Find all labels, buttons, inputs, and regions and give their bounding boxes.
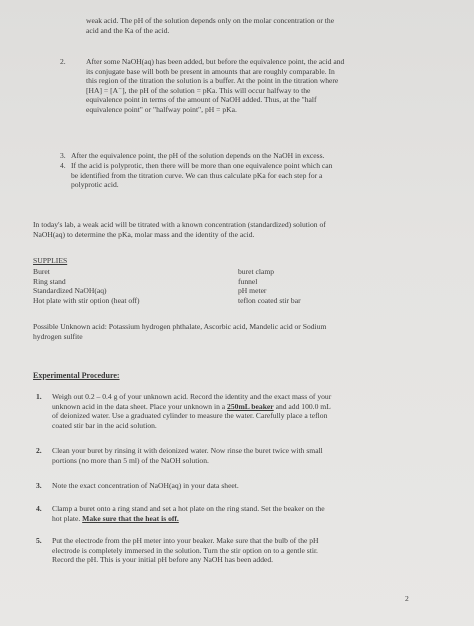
step-1-line-b-end: and add 100.0 mL <box>273 401 331 411</box>
supply-item: Hot plate with stir option (heat off) <box>33 295 140 305</box>
step-1-number: 1. <box>36 392 42 401</box>
step-5-number: 5. <box>36 536 42 545</box>
point-4-number: 4. <box>60 161 66 170</box>
intro-paragraph <box>86 16 334 35</box>
supply-item: Buret <box>33 267 50 276</box>
page-number: 2 <box>405 594 409 603</box>
point-3-text: After the equivalence point, the pH of the solution depends on the NaOH in excess. <box>71 151 325 160</box>
step-4-line <box>52 514 325 524</box>
point-4-line: If the acid is polyprotic, then there will be more than one equivalence point which can <box>71 161 333 170</box>
point-2-line: this region of the titration the solution is a buffer. At the point in the titration where <box>86 76 339 86</box>
step-5-line: Put the electrode from the pH meter into your beaker. Make sure that the bulb of the pH <box>52 536 319 545</box>
point-2-line: equivalence point in terms of the amount of NaOH added. Thus, at the "half <box>86 95 317 105</box>
point-2-line: equivalence point" or "halfway point", pH = pKa. <box>86 104 237 114</box>
supply-item: funnel <box>238 276 258 286</box>
unknowns-line-1: Possible Unknown acid: Potassium hydrogen phthalate, Ascorbic acid, Mandelic acid or Sodium <box>33 322 327 331</box>
step-1-line <box>52 402 331 412</box>
step-2-text <box>52 446 323 465</box>
step-4-number: 4. <box>36 504 42 513</box>
supply-item: buret clamp <box>238 267 275 276</box>
step-4-text <box>52 504 325 523</box>
step-5-text <box>52 536 319 565</box>
supply-item: teflon coated stir bar <box>238 295 301 305</box>
supply-item: Standardized NaOH(aq) <box>33 286 107 296</box>
step-5-line: Record the pH. This is your initial pH before any NaOH has been added. <box>52 555 274 565</box>
step-5-line: electrode is completely immersed in the solution. Turn the stir option on to a gentle stir. <box>52 545 318 555</box>
unknowns-line-2: hydrogen sulfite <box>33 331 83 341</box>
point-2-line: [HA] = [A⁻], the pH of the solution = pKa. This will occur halfway to the <box>86 85 311 95</box>
step-1-line: Weigh out 0.2 – 0.4 g of your unknown acid. Record the identity and the exact mass of your <box>52 392 332 401</box>
supplies-left-column <box>33 267 140 305</box>
step-3-text <box>52 481 239 491</box>
step-1-line-b: unknown acid in the data sheet. Place your unknown in a <box>52 401 228 411</box>
intro-line-2: acid and the Ka of the acid. <box>86 25 170 35</box>
supplies-heading: SUPPLIES <box>33 256 68 265</box>
lab-intro-line-2: NaOH(aq) to determine the pKa, molar mass and the identity of the acid. <box>33 229 255 239</box>
point-2-text <box>86 57 344 115</box>
step-3-number: 3. <box>36 481 42 490</box>
step-1-line: of deionized water. Use a graduated cylinder to measure the water. Carefully place a teflon <box>52 411 328 421</box>
beaker-size-emphasis: 250mL beaker <box>227 401 274 411</box>
step-1-line: coated stir bar in the acid solution. <box>52 420 157 430</box>
supply-item: pH meter <box>238 286 267 296</box>
point-2-line: its conjugate base will both be present in amounts that are roughly comparable. In <box>86 66 335 76</box>
step-4-line-b: hot plate. <box>52 513 83 523</box>
step-3-line: Note the exact concentration of NaOH(aq) in your data sheet. <box>52 481 239 490</box>
supply-item: Ring stand <box>33 276 66 286</box>
step-2-number: 2. <box>36 446 42 455</box>
point-4-line: be identified from the titration curve. We can thus calculate pKa for each step for a <box>71 170 323 180</box>
lab-intro-line-1: In today's lab, a weak acid will be titrated with a known concentration (standardized) solution of <box>33 220 326 229</box>
step-2-line: Clean your buret by rinsing it with deionized water. Now rinse the buret twice with small <box>52 446 323 455</box>
step-2-line: portions (no more than 5 ml) of the NaOH solution. <box>52 455 209 465</box>
point-4-text <box>71 161 332 190</box>
intro-line-1: weak acid. The pH of the solution depends only on the molar concentration or the <box>86 16 335 25</box>
step-1-text <box>52 392 331 430</box>
possible-unknowns <box>33 322 326 341</box>
supplies-right-column <box>238 267 301 305</box>
point-2-line: After some NaOH(aq) has been added, but before the equivalence point, the acid and <box>86 57 345 66</box>
point-2-number: 2. <box>60 57 66 66</box>
heat-off-emphasis: Make sure that the heat is off. <box>82 513 179 523</box>
procedure-heading: Experimental Procedure: <box>33 371 120 380</box>
lab-intro-paragraph <box>33 220 326 239</box>
step-4-line: Clamp a buret onto a ring stand and set a hot plate on the ring stand. Set the beaker on the <box>52 504 325 513</box>
point-4-line: polyprotic acid. <box>71 180 119 190</box>
point-3-number: 3. <box>60 151 66 160</box>
